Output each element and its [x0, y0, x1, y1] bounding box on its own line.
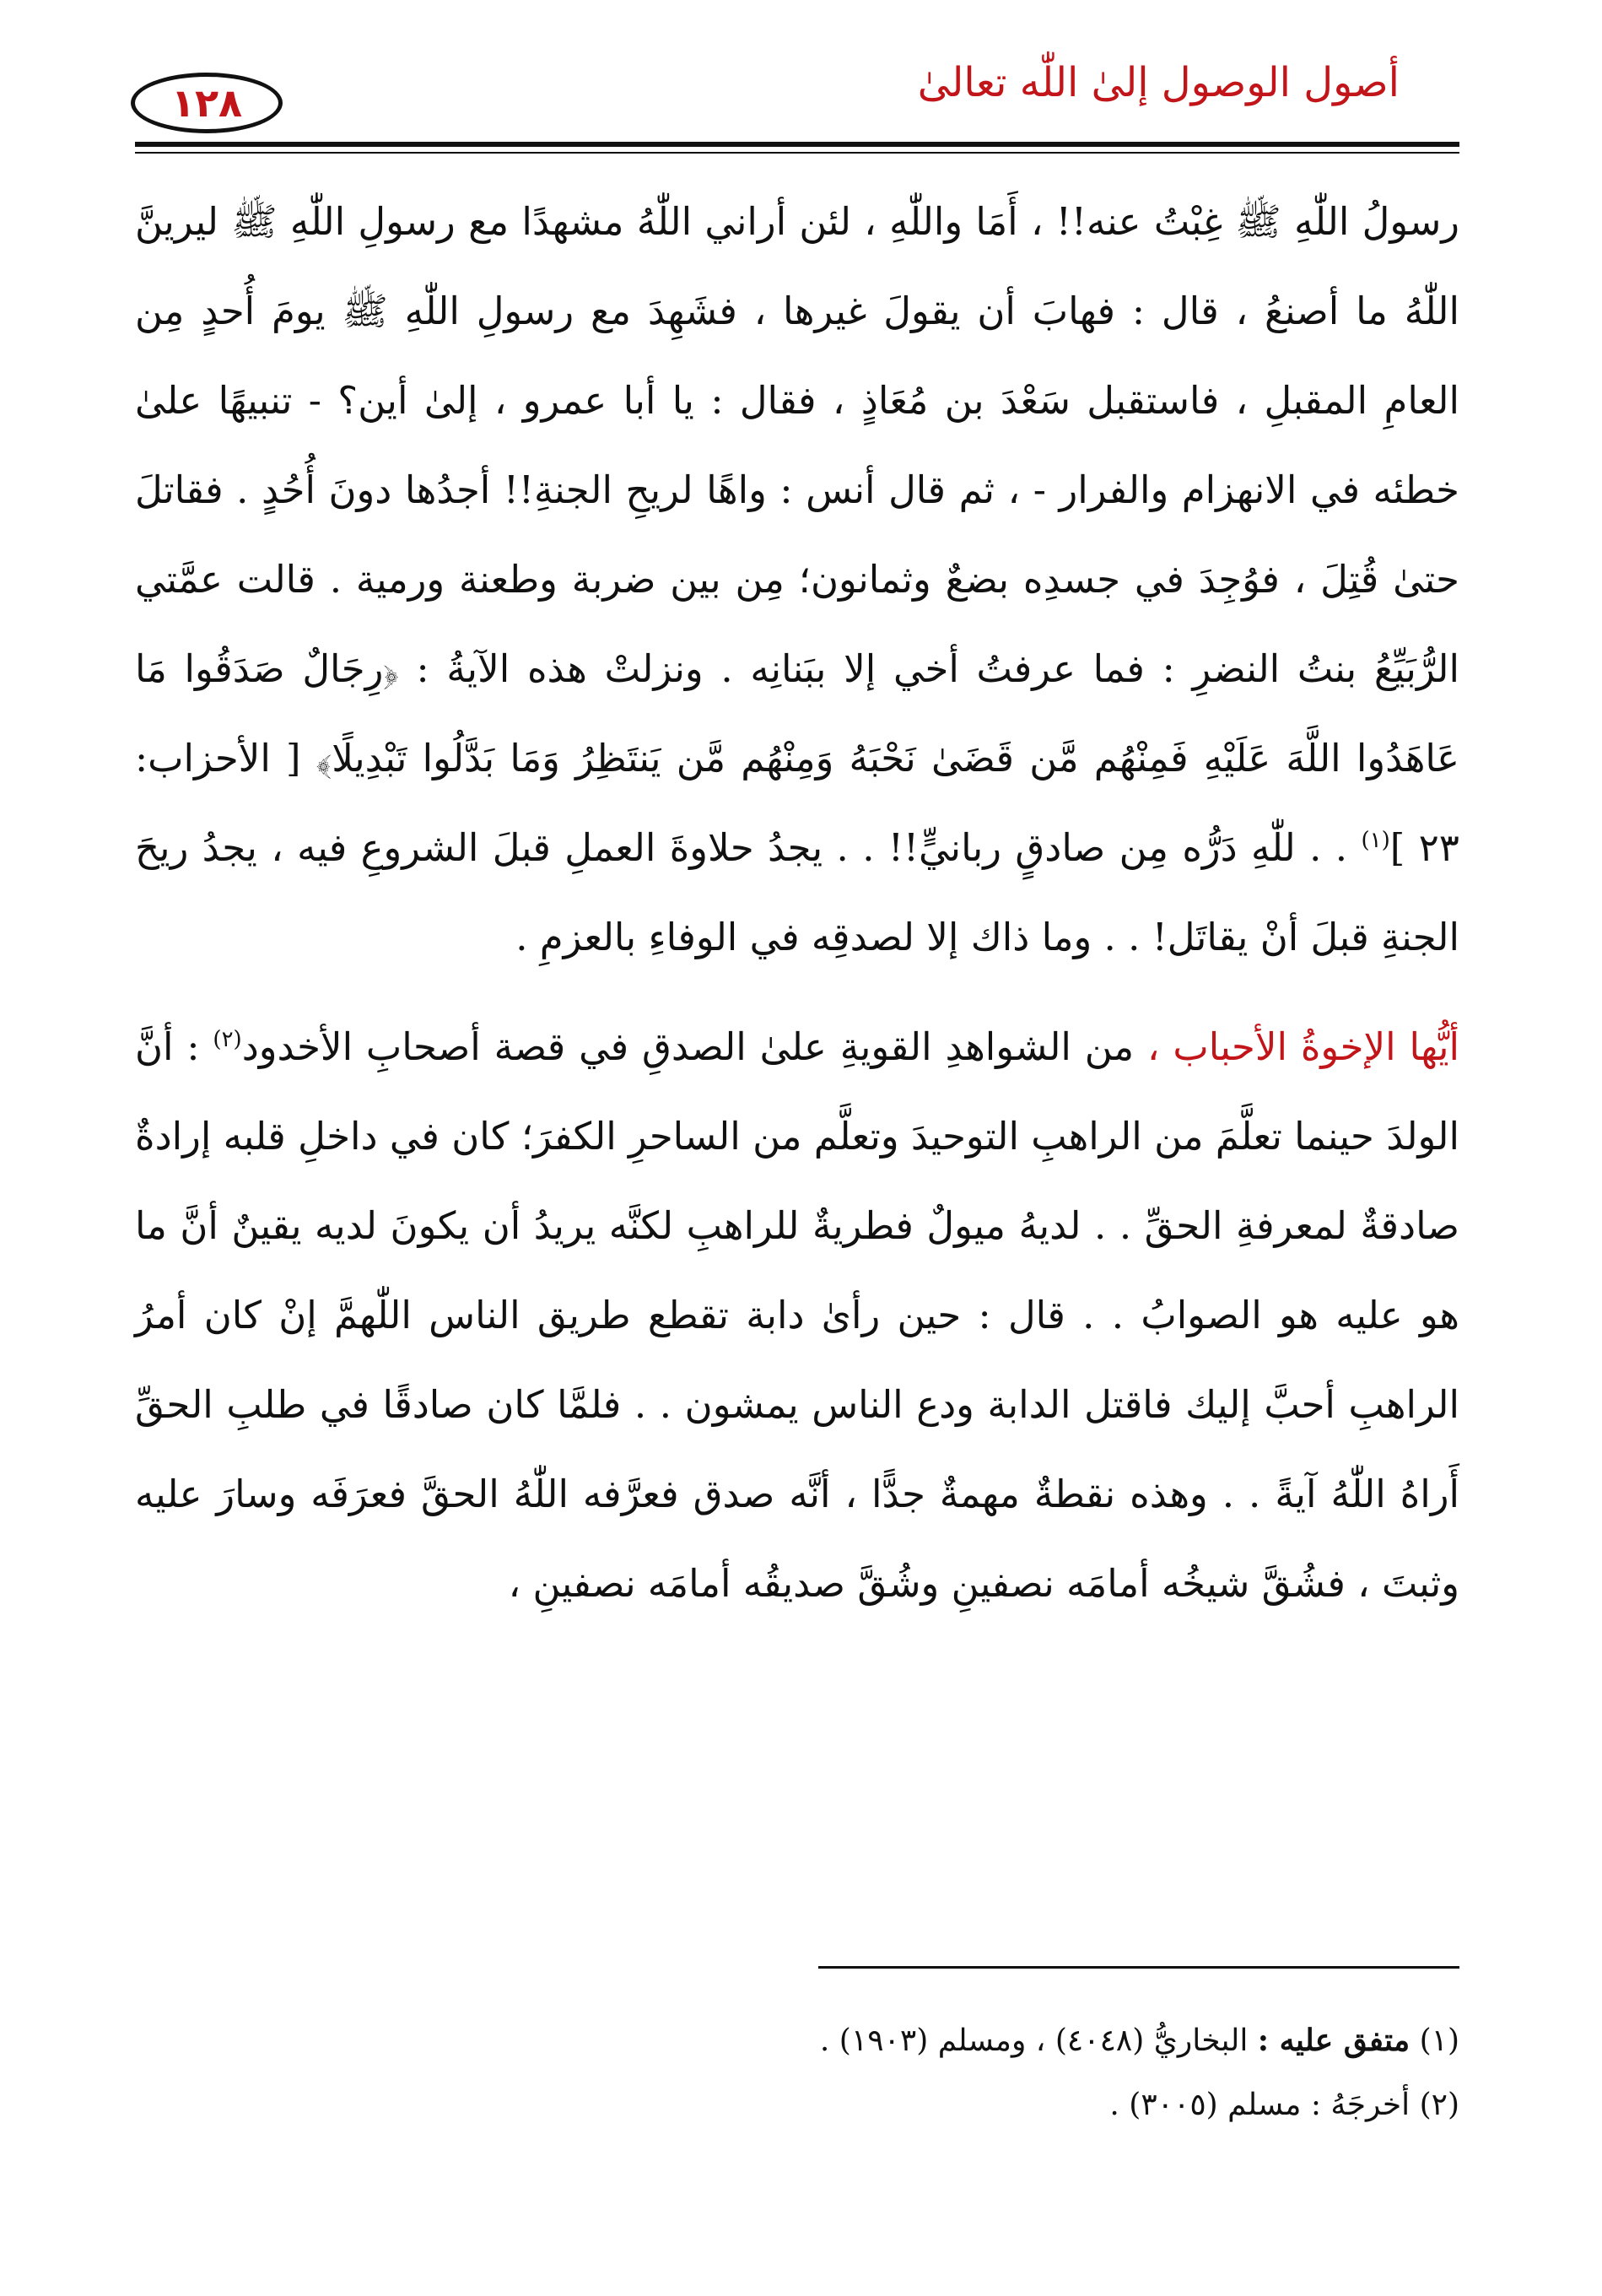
footnote-item: [135, 2008, 1459, 2073]
footnote-label: متفق عليه :: [1257, 2023, 1411, 2058]
footnote-text: البخاريُّ (٤٠٤٨) ، ومسلم (١٩٠٣) .: [819, 2023, 1258, 2058]
footnote-item: [135, 2073, 1459, 2137]
page-header: [110, 41, 1459, 142]
footnotes: [135, 2008, 1459, 2137]
header-rule-thin: [135, 152, 1459, 154]
footnote-marker: (٢): [1419, 2088, 1459, 2122]
header-rule: [135, 142, 1459, 147]
paragraph-text-continued: . . للّٰهِ دَرُّه مِن صادقٍ ربانيٍّ!! . . يجدُ حلاوةَ العملِ قبلَ الشروعِ فيه ، يجدُ ريحَ الجنةِ قبلَ أنْ يقاتَل! . . وما ذاك إلا لصدقِه في الوفاءِ بالعزمِ .: [135, 825, 1459, 959]
page-number-badge: [131, 73, 283, 133]
main-text: [135, 177, 1459, 1629]
paragraph: [135, 1002, 1459, 1629]
footnote-separator: [818, 1966, 1459, 1969]
paragraph-text-continued: : أنَّ الولدَ حينما تعلَّمَ من الراهبِ التوحيدَ وتعلَّم من الساحرِ الكفرَ؛ كان في داخلِ قلبه إرادةٌ صادقةٌ لمعرفةِ الحقِّ . . لديهُ ميولٌ فطريةٌ للراهبِ لكنَّه يريدُ أن يكونَ لديه يقينٌ أنَّ ما هو عليه هو الصوابُ . . قال : حين رأىٰ دابة تقطع طريق الناس اللّٰهمَّ إنْ كان أمرُ الراهبِ أحبَّ إليك فاقتل الدابة ودع الناس يمشون . . فلمَّا كان صادقًا في طلبِ الحقِّ أَراهُ اللّٰهُ آيةً . . وهذه نقطةٌ مهمةٌ جدًّا ، أنَّه صدق فعرَّفه اللّٰهُ الحقَّ فعرَفَه وسارَ عليه وثبتَ ، فشُقَّ شيخُه أمامَه نصفينِ وشُقَّ صديقُه أمامَه نصفينِ ،: [135, 1024, 1459, 1606]
footnote-marker: (١): [1419, 2023, 1459, 2058]
paragraph: [135, 177, 1459, 982]
page-number: ١٢٨: [170, 80, 243, 126]
footnote-reference: (١): [1361, 828, 1390, 853]
paragraph-text: من الشواهدِ القويةِ علىٰ الصدقِ في قصة أصحابِ الأخدود: [241, 1024, 1147, 1069]
footnote-reference: (٢): [213, 1027, 242, 1052]
paragraph-text: رسولُ اللّٰهِ ﷺ غِبْتُ عنه!! ، أَمَا واللّٰهِ ، لئن أراني اللّٰهُ مشهدًا مع رسولِ اللّٰهِ ﷺ ليرينَّ اللّٰهُ ما أصنعُ ، قال : فهابَ أن يقولَ غيرها ، فشَهِدَ مع رسولِ اللّٰهِ ﷺ يومَ أُحدٍ مِن العامِ المقبلِ ، فاستقبل سَعْدَ بن مُعَاذٍ ، فقال : يا أبا عمرو ، إلىٰ أين؟ - تنبيهًا علىٰ خطئه في الانهزام والفرار - ، ثم قال أنس : واهًا لريحِ الجنةِ!! أجدُها دونَ أُحُدٍ . فقاتلَ حتىٰ قُتِلَ ، فوُجِدَ في جسدِه بضعٌ وثمانون؛ مِن بين ضربة وطعنة ورمية . قالت عمَّتي الرُّبَيِّعُ بنتُ النضرِ : فما عرفتُ أخي إلا ببَنانِه . ونزلتْ هذه الآيةُ : ﴿رِجَالٌ صَدَقُوا مَا عَاهَدُوا اللَّهَ عَلَيْهِ فَمِنْهُم مَّن قَضَىٰ نَحْبَهُ وَمِنْهُم مَّن يَنتَظِرُ وَمَا بَدَّلُوا تَبْدِيلًا﴾ [ الأحزاب: ٢٣ ]: [135, 199, 1459, 870]
paragraph-lead-phrase: أيُّها الإخوةُ الأحباب ،: [1146, 1024, 1459, 1069]
footnote-text: أخرجَهُ : مسلم (٣٠٠٥) .: [1109, 2088, 1411, 2122]
running-title: أصول الوصول إلىٰ اللّٰه تعالىٰ: [917, 59, 1400, 106]
